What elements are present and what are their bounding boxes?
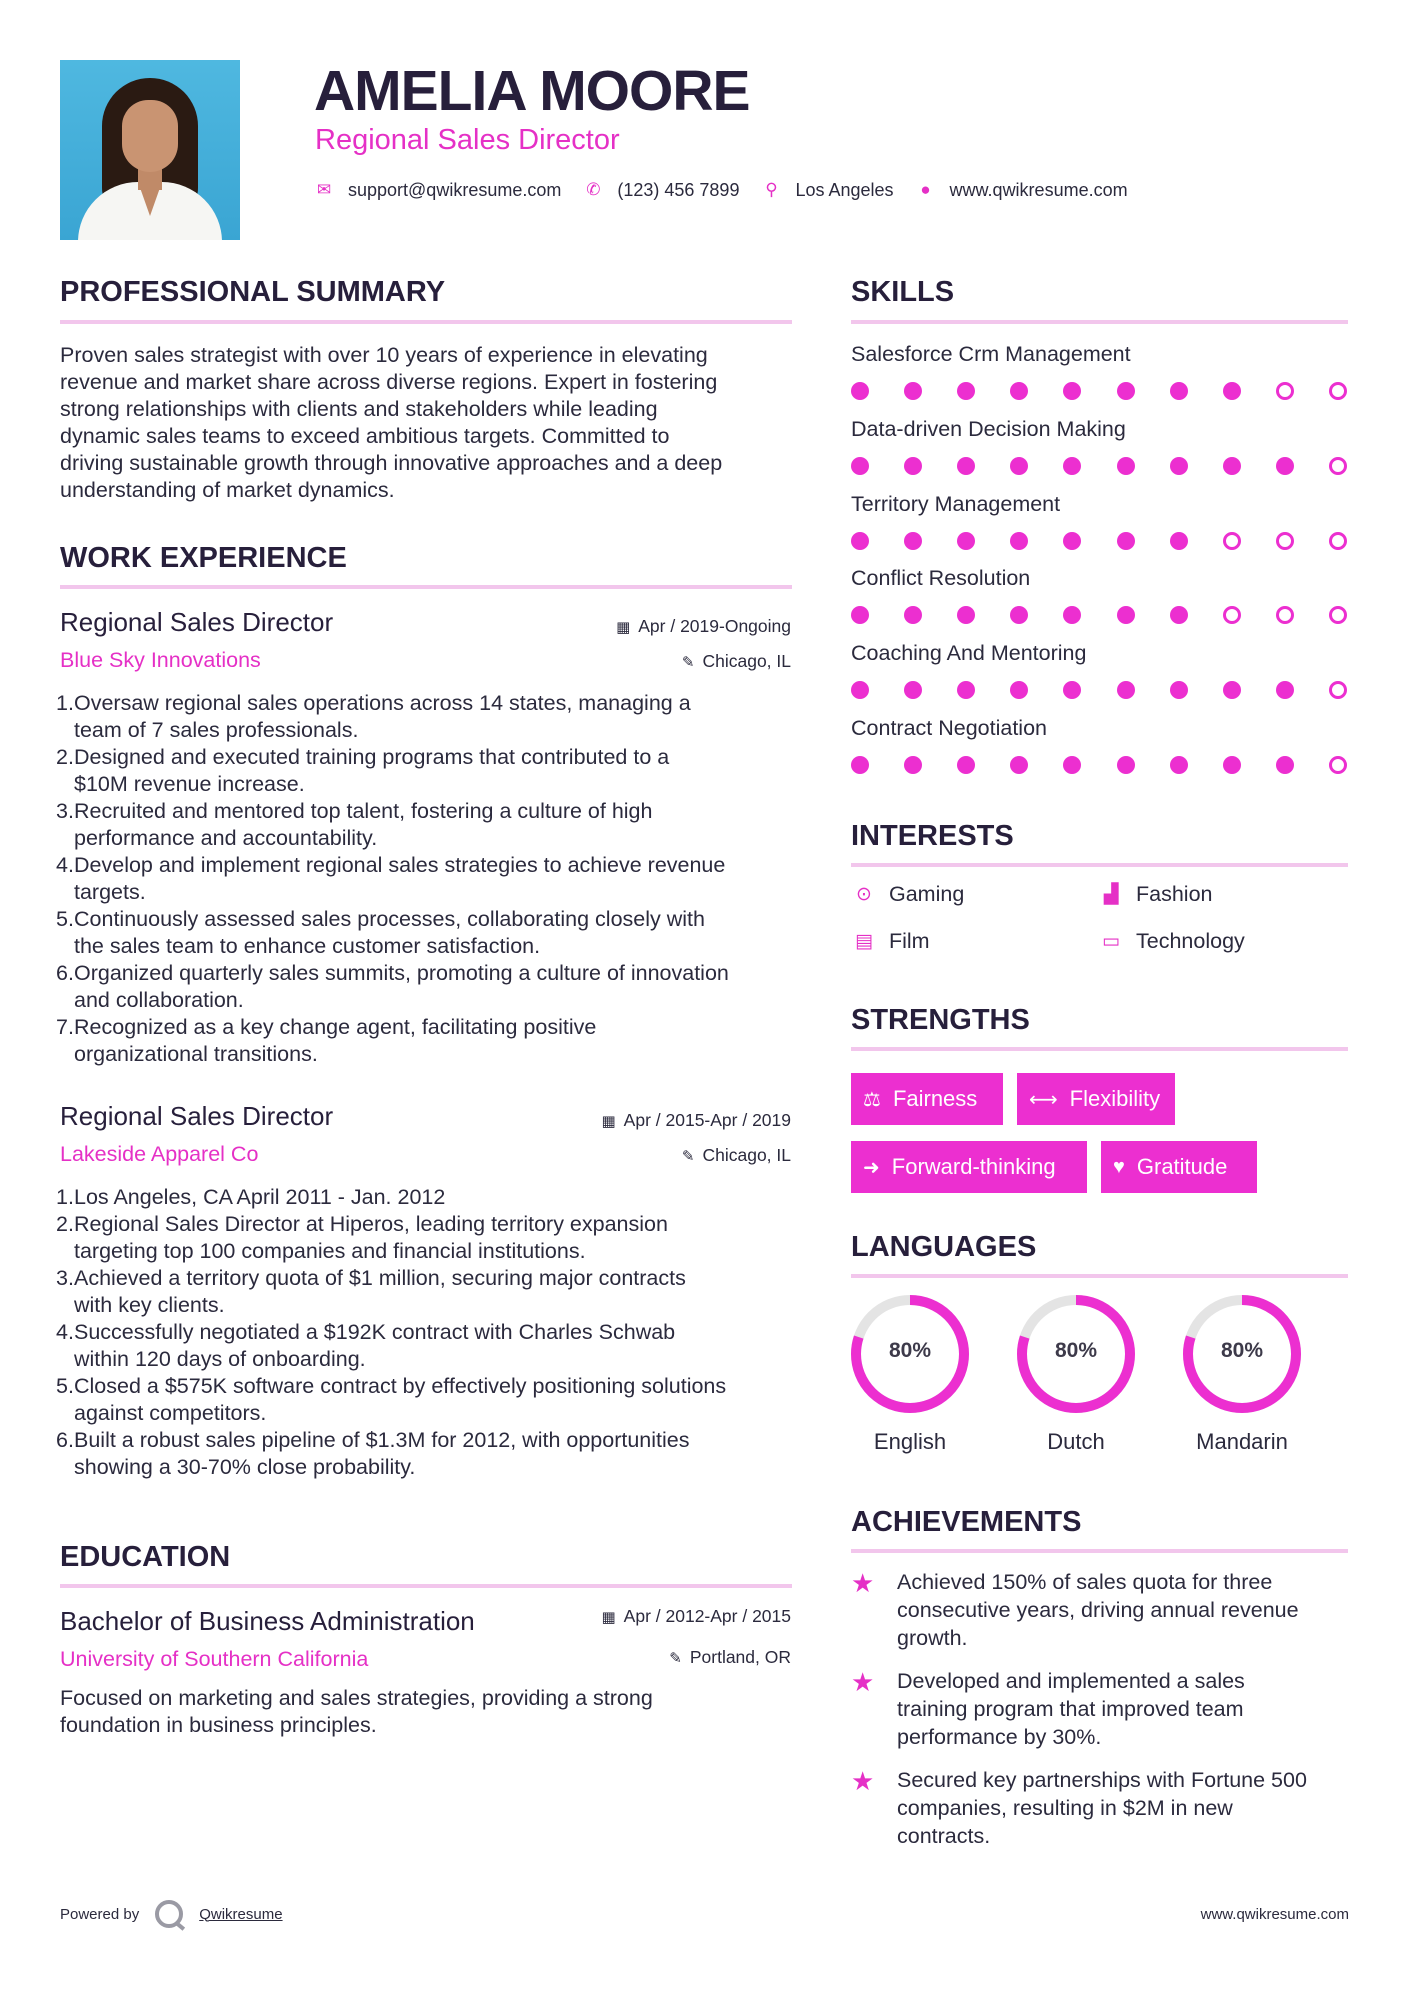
strength-tag: ⟷ Flexibility xyxy=(1017,1073,1175,1125)
globe-icon: ● xyxy=(920,180,931,199)
rating-dot-filled xyxy=(1010,681,1028,699)
profile-photo xyxy=(60,60,240,240)
list-item: 1. Los Angeles, CA April 2011 - Jan. 2012 xyxy=(56,1185,446,1209)
footer-website[interactable]: www.qwikresume.com xyxy=(1200,1906,1349,1923)
rating-dot-filled xyxy=(957,606,975,624)
interest-item: ▤ Film xyxy=(851,929,930,954)
achievement-item: Developed and implemented a sales training program that improved team performance by 30%. xyxy=(897,1669,1245,1749)
calendar-icon: ▦ xyxy=(616,619,631,636)
rating-dot-filled xyxy=(1063,756,1081,774)
rating-dot-filled xyxy=(957,457,975,475)
skill-name: Data-driven Decision Making xyxy=(851,416,1126,441)
interests-divider xyxy=(851,863,1348,867)
rating-dot-filled xyxy=(1063,606,1081,624)
rating-dot-filled xyxy=(1010,606,1028,624)
rating-dot-filled xyxy=(1170,756,1188,774)
skill-rating xyxy=(851,681,1371,701)
rating-dot-filled xyxy=(1117,606,1135,624)
contact-phone[interactable]: ✆ (123) 456 7899 xyxy=(583,180,739,201)
rating-dot-filled xyxy=(1010,382,1028,400)
skill-name: Coaching And Mentoring xyxy=(851,641,1087,666)
rating-dot-filled xyxy=(1170,382,1188,400)
rating-dot-filled xyxy=(1010,457,1028,475)
rating-dot-filled xyxy=(851,457,869,475)
list-item: 1. Oversaw regional sales operations across 14 states, managing a team of 7 sales professionals. xyxy=(56,691,691,742)
job-company: Lakeside Apparel Co xyxy=(60,1142,259,1166)
list-item: 3. Achieved a territory quota of $1 million, securing major contracts with key clients. xyxy=(56,1266,686,1317)
pin-icon: ✎ xyxy=(681,654,695,671)
rating-dot-filled xyxy=(1223,681,1241,699)
language-name: Mandarin xyxy=(1196,1429,1288,1454)
job-date: ▦ Apr / 2019-Ongoing xyxy=(616,616,791,636)
list-item: 4. Develop and implement regional sales strategies to achieve revenue targets. xyxy=(56,853,726,904)
calendar-icon: ▦ xyxy=(601,1609,616,1626)
degree-title: Bachelor of Business Administration xyxy=(60,1606,475,1636)
list-item: 2. Regional Sales Director at Hiperos, leading territory expansion targeting top 100 companies and financial institutions. xyxy=(56,1212,668,1263)
candidate-title: Regional Sales Director xyxy=(315,124,620,156)
rating-dot-filled xyxy=(851,606,869,624)
list-item: 6. Built a robust sales pipeline of $1.3M for 2012, with opportunities showing a 30-70% close probability. xyxy=(56,1428,690,1479)
strength-tag: ⚖ Fairness xyxy=(851,1073,1003,1125)
school-name: University of Southern California xyxy=(60,1647,369,1671)
job-title: Regional Sales Director xyxy=(60,607,334,637)
list-item: 3. Recruited and mentored top talent, fostering a culture of high performance and accountability. xyxy=(56,799,653,850)
skills-heading: SKILLS xyxy=(851,276,955,308)
rating-dot-empty xyxy=(1329,532,1347,550)
job-location: ✎ Chicago, IL xyxy=(681,1145,791,1165)
languages-heading: LANGUAGES xyxy=(851,1231,1037,1263)
achievements-heading: ACHIEVEMENTS xyxy=(851,1506,1082,1538)
rating-dot-filled xyxy=(1170,681,1188,699)
rating-dot-empty xyxy=(1329,606,1347,624)
skill-rating xyxy=(851,756,1371,776)
candidate-name: AMELIA MOORE xyxy=(314,59,750,123)
rating-dot-empty xyxy=(1329,756,1347,774)
skill-name: Conflict Resolution xyxy=(851,566,1031,591)
star-icon: ★ xyxy=(851,1667,875,1697)
rating-dot-empty xyxy=(1223,532,1241,550)
skill-name: Salesforce Crm Management xyxy=(851,342,1131,366)
interests-heading: INTERESTS xyxy=(851,820,1014,852)
film-icon: ▤ xyxy=(855,931,873,952)
rating-dot-filled xyxy=(957,532,975,550)
rating-dot-empty xyxy=(1276,532,1294,550)
qwikresume-logo-icon xyxy=(155,1900,183,1928)
rating-dot-filled xyxy=(1063,457,1081,475)
arrow-right-icon: ➜ xyxy=(863,1156,880,1179)
rating-dot-filled xyxy=(1223,457,1241,475)
job-responsibilities xyxy=(56,690,798,1068)
language-percent: 80% xyxy=(888,1339,932,1362)
rating-dot-filled xyxy=(904,532,922,550)
rating-dot-filled xyxy=(904,606,922,624)
arrows-horizontal-icon: ⟷ xyxy=(1029,1088,1058,1111)
rating-dot-empty xyxy=(1223,606,1241,624)
rating-dot-filled xyxy=(957,756,975,774)
job-location: ✎ Chicago, IL xyxy=(681,651,791,671)
rating-dot-filled xyxy=(1223,756,1241,774)
skill-rating xyxy=(851,457,1371,477)
rating-dot-filled xyxy=(1063,681,1081,699)
balance-scale-icon: ⚖ xyxy=(863,1088,881,1111)
rating-dot-filled xyxy=(1276,681,1294,699)
laptop-icon: ▭ xyxy=(1102,931,1120,952)
language-name: English xyxy=(873,1429,947,1454)
rating-dot-filled xyxy=(1063,532,1081,550)
job-title: Regional Sales Director xyxy=(60,1101,334,1131)
interest-item: ⊙ Gaming xyxy=(851,882,964,907)
list-item: 4. Successfully negotiated a $192K contract with Charles Schwab within 120 days of onboarding. xyxy=(56,1320,676,1371)
rating-dot-filled xyxy=(1117,457,1135,475)
rating-dot-filled xyxy=(904,382,922,400)
job-responsibilities xyxy=(56,1184,798,1481)
interest-item: ▭ Technology xyxy=(1098,929,1245,954)
rating-dot-filled xyxy=(1063,382,1081,400)
language-percent: 80% xyxy=(1220,1339,1264,1362)
education-heading: EDUCATION xyxy=(60,1541,231,1573)
list-item: 5. Closed a $575K software contract by effectively positioning solutions against competitors. xyxy=(56,1374,727,1425)
education-divider xyxy=(60,1584,792,1588)
language-percent: 80% xyxy=(1054,1339,1098,1362)
education-date: ▦ Apr / 2012-Apr / 2015 xyxy=(601,1606,791,1626)
rating-dot-filled xyxy=(1117,681,1135,699)
footer-powered-by: Powered by Qwikresume xyxy=(60,1900,283,1928)
calendar-icon: ▦ xyxy=(601,1113,616,1130)
education-description: Focused on marketing and sales strategies, providing a strong foundation in business principles. xyxy=(60,1686,653,1737)
summary-text: Proven sales strategist with over 10 years of experience in elevating revenue and market share across diverse regions. Expert in fostering strong relationships with clients and stakeholders while leading dynamic sales teams to exceed ambitious targets. Committed to driving sustainable growth through innovative approaches and a deep understanding of market dynamics. xyxy=(60,343,723,502)
strength-tag: ♥ Gratitude xyxy=(1101,1141,1257,1193)
contact-location: ⚲ Los Angeles xyxy=(761,180,893,201)
list-item: 2. Designed and executed training programs that contributed to a $10M revenue increase. xyxy=(56,745,670,796)
education-location: ✎ Portland, OR xyxy=(669,1647,791,1667)
contact-email[interactable]: ✉ support@qwikresume.com xyxy=(314,180,561,201)
strength-tag: ➜ Forward-thinking xyxy=(851,1141,1087,1193)
pin-icon: ✎ xyxy=(669,1650,682,1667)
rating-dot-filled xyxy=(1276,457,1294,475)
strengths-heading: STRENGTHS xyxy=(851,1004,1030,1036)
rating-dot-filled xyxy=(1170,532,1188,550)
skill-rating xyxy=(851,606,1371,626)
interest-item: ▟ Fashion xyxy=(1098,882,1213,907)
pin-icon: ✎ xyxy=(681,1148,695,1165)
shopping-bag-icon: ▟ xyxy=(1103,884,1119,905)
achievement-item: Achieved 150% of sales quota for three consecutive years, driving annual revenue growth. xyxy=(897,1570,1299,1650)
rating-dot-filled xyxy=(1170,606,1188,624)
rating-dot-filled xyxy=(1117,382,1135,400)
map-marker-icon: ⚲ xyxy=(765,180,778,199)
rating-dot-filled xyxy=(1223,382,1241,400)
rating-dot-empty xyxy=(1329,382,1347,400)
achievements-divider xyxy=(851,1549,1348,1553)
rating-dot-filled xyxy=(904,681,922,699)
languages-divider xyxy=(851,1274,1348,1278)
summary-divider xyxy=(60,320,792,324)
rating-dot-empty xyxy=(1329,457,1347,475)
skill-name: Territory Management xyxy=(851,491,1061,516)
experience-heading: WORK EXPERIENCE xyxy=(60,542,347,574)
qwikresume-link[interactable]: Qwikresume xyxy=(199,1905,283,1923)
list-item: 7. Recognized as a key change agent, facilitating positive organizational transitions. xyxy=(56,1015,597,1066)
rating-dot-filled xyxy=(904,457,922,475)
rating-dot-filled xyxy=(1117,756,1135,774)
list-item: 6. Organized quarterly sales summits, promoting a culture of innovation and collaboration. xyxy=(56,961,729,1012)
list-item: 5. Continuously assessed sales processes, collaborating closely with the sales team to enhance customer satisfaction. xyxy=(56,907,705,958)
contact-bar xyxy=(314,178,1150,202)
rating-dot-filled xyxy=(957,681,975,699)
envelope-icon: ✉ xyxy=(316,180,332,199)
strengths-divider xyxy=(851,1047,1348,1051)
skill-rating xyxy=(851,532,1371,552)
experience-divider xyxy=(60,585,792,589)
rating-dot-filled xyxy=(851,756,869,774)
rating-dot-filled xyxy=(1170,457,1188,475)
rating-dot-filled xyxy=(957,382,975,400)
language-name: Dutch xyxy=(1047,1429,1105,1454)
rating-dot-filled xyxy=(1117,532,1135,550)
rating-dot-filled xyxy=(851,532,869,550)
skill-rating xyxy=(851,382,1371,402)
rating-dot-filled xyxy=(904,756,922,774)
rating-dot-filled xyxy=(1276,756,1294,774)
job-company: Blue Sky Innovations xyxy=(60,648,261,672)
job-date: ▦ Apr / 2015-Apr / 2019 xyxy=(601,1110,791,1130)
rating-dot-filled xyxy=(851,382,869,400)
rating-dot-empty xyxy=(1276,606,1294,624)
summary-heading: PROFESSIONAL SUMMARY xyxy=(60,276,446,308)
star-icon: ★ xyxy=(851,1568,875,1598)
gamepad-icon: ⊙ xyxy=(856,884,872,905)
phone-icon: ✆ xyxy=(586,180,601,199)
star-icon: ★ xyxy=(851,1766,875,1796)
rating-dot-empty xyxy=(1329,681,1347,699)
heart-icon: ♥ xyxy=(1113,1155,1125,1178)
achievement-item: Secured key partnerships with Fortune 500 companies, resulting in $2M in new contracts. xyxy=(897,1768,1307,1848)
rating-dot-filled xyxy=(851,681,869,699)
contact-website[interactable]: ● www.qwikresume.com xyxy=(916,180,1128,201)
skills-divider xyxy=(851,320,1348,324)
rating-dot-filled xyxy=(1010,756,1028,774)
rating-dot-filled xyxy=(1010,532,1028,550)
rating-dot-empty xyxy=(1276,382,1294,400)
skill-name: Contract Negotiation xyxy=(851,716,1047,740)
